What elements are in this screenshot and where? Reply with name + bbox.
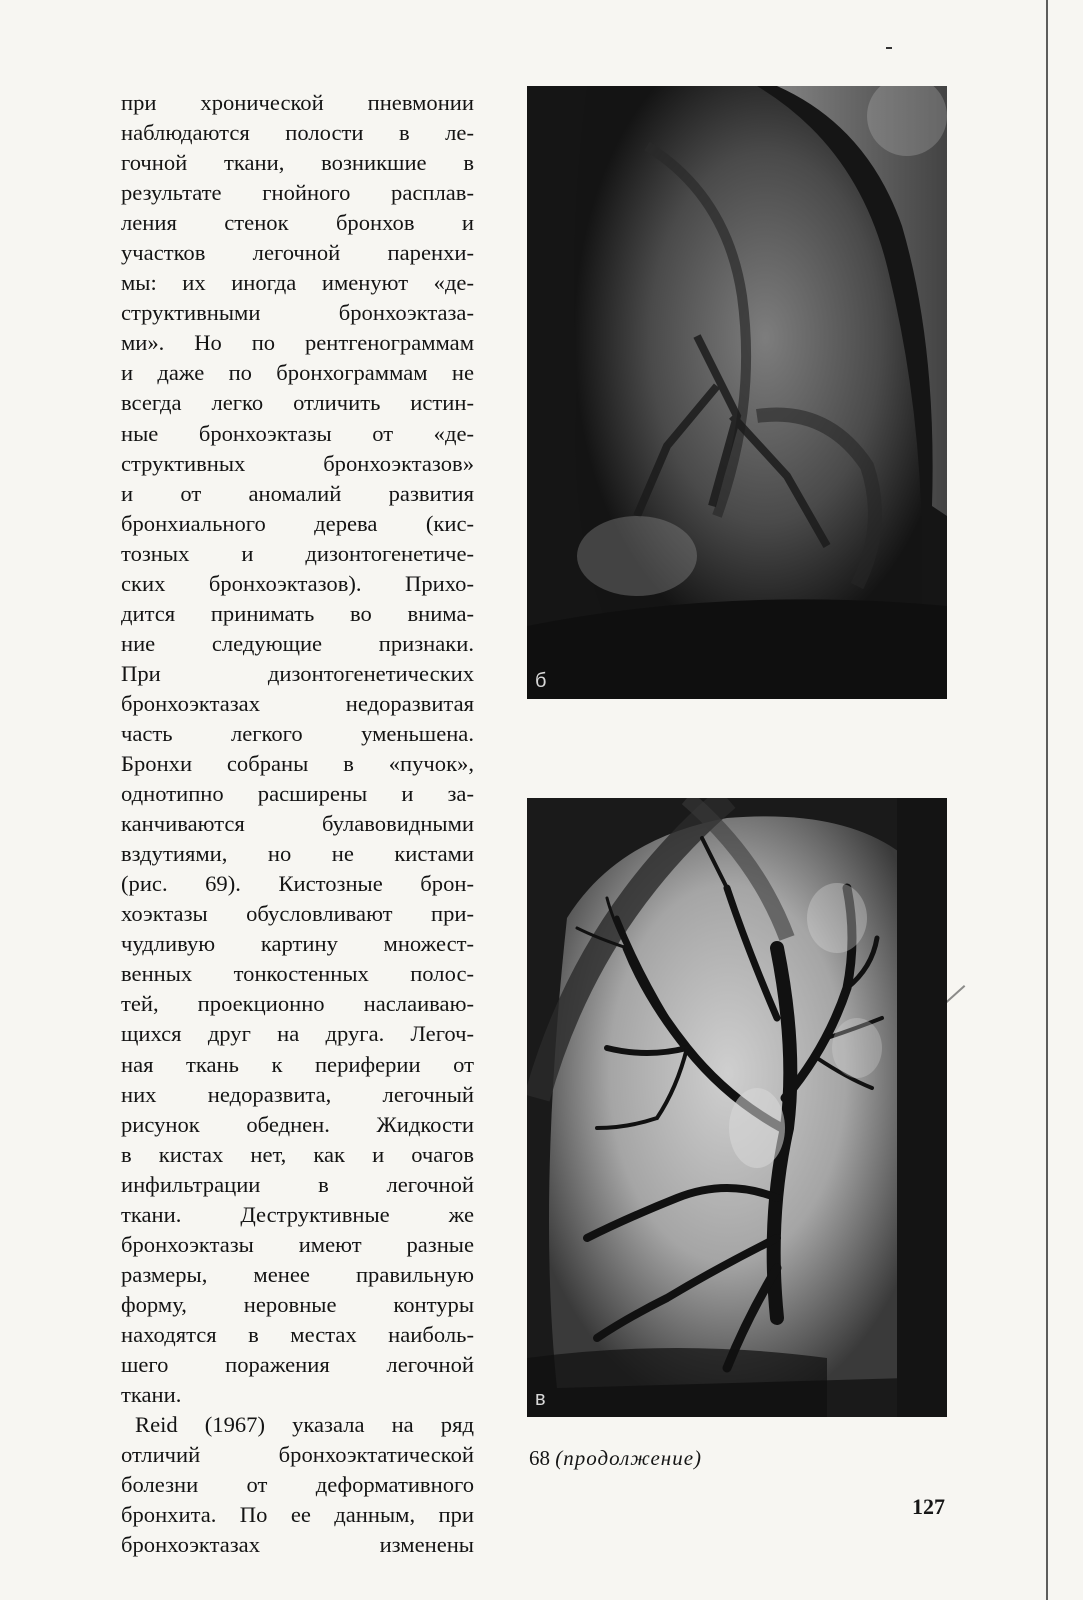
text-line: бронхиального дерева (кис-: [121, 510, 474, 536]
text-line: ских бронхоэктазов). Прихо-: [121, 570, 474, 596]
text-line: бронхоэктазах изменены: [121, 1532, 474, 1558]
radiograph-figure-b: [527, 86, 947, 699]
text-line: размеры, менее правильную: [121, 1261, 474, 1287]
text-line: канчиваются булавовидными: [121, 811, 474, 837]
text-line: инфильтрации в легочной: [121, 1171, 474, 1197]
text-line: ткани. Деструктивные же: [121, 1201, 474, 1227]
text-line: бронхита. По ее данным, при: [121, 1502, 474, 1528]
text-line: участков легочной паренхи-: [121, 240, 474, 266]
text-line: ления стенок бронхов и: [121, 210, 474, 236]
figure-b-letter: б: [535, 670, 547, 692]
text-line: структивными бронхоэктаза-: [121, 300, 474, 326]
figure-number: 68: [529, 1446, 550, 1470]
text-line: хоэктазы обусловливают при-: [121, 901, 474, 927]
radiograph-b-image: [527, 86, 947, 699]
text-line: них недоразвита, легочный: [121, 1081, 474, 1107]
paragraph-1: [121, 88, 474, 1410]
figure-v-letter: в: [535, 1388, 546, 1410]
text-line: ные бронхоэктазы от «де-: [121, 420, 474, 446]
body-text-column: [121, 88, 474, 1560]
text-line: и от аномалий развития: [121, 480, 474, 506]
text-line: однотипно расширены и за-: [121, 781, 474, 807]
text-line: мы: их иногда именуют «де-: [121, 270, 474, 296]
text-line: наблюдаются полости в ле-: [121, 120, 474, 146]
paragraph-2: [121, 1410, 474, 1560]
text-line: часть легкого уменьшена.: [121, 720, 474, 746]
text-line: бронхоэктазах недоразвитая: [121, 690, 474, 716]
figure-continuation-note: (продолжение): [555, 1446, 703, 1470]
text-line: отличий бронхоэктатической: [121, 1442, 474, 1468]
text-line: щихся друг на друга. Легоч-: [121, 1021, 474, 1047]
text-line: вздутиями, но не кистами: [121, 841, 474, 867]
text-line: болезни от деформативного: [121, 1472, 474, 1498]
text-line: рисунок обеднен. Жидкости: [121, 1111, 474, 1137]
text-line: При дизонтогенетических: [121, 660, 474, 686]
text-line: гочной ткани, возникшие в: [121, 150, 474, 176]
bronchogram-v-image: [527, 798, 947, 1417]
text-line: дится принимать во внима-: [121, 600, 474, 626]
text-line: шего поражения легочной: [121, 1351, 474, 1377]
text-line: ная ткань к периферии от: [121, 1051, 474, 1077]
figure-caption: [529, 1446, 702, 1471]
text-line: чудливую картину множест-: [121, 931, 474, 957]
text-line: тозных и дизонтогенетиче-: [121, 540, 474, 566]
text-line: венных тонкостенных полос-: [121, 961, 474, 987]
text-line: форму, неровные контуры: [121, 1291, 474, 1317]
text-line: ми». Но по рентгенограммам: [121, 330, 474, 356]
text-line: ние следующие признаки.: [121, 630, 474, 656]
text-line: ткани.: [121, 1382, 182, 1408]
text-line: результате гнойного расплав-: [121, 180, 474, 206]
text-line: всегда легко отличить истин-: [121, 390, 474, 416]
text-line: находятся в местах наиболь-: [121, 1321, 474, 1347]
text-line: Reid (1967) указала на ряд: [135, 1412, 474, 1438]
text-line: в кистах нет, как и очагов: [121, 1141, 474, 1167]
bronchogram-figure-v: [527, 798, 947, 1417]
page-edge-line: [1046, 0, 1048, 1600]
page-number: 127: [912, 1494, 945, 1519]
text-line: (рис. 69). Кистозные брон-: [121, 871, 474, 897]
top-right-speck: [886, 47, 892, 49]
text-line: бронхоэктазы имеют разные: [121, 1231, 474, 1257]
text-line: и даже по бронхограммам не: [121, 360, 474, 386]
text-line: структивных бронхоэктазов»: [121, 450, 474, 476]
text-line: при хронической пневмонии: [121, 90, 474, 115]
text-line: Бронхи собраны в «пучок»,: [121, 751, 474, 777]
text-line: тей, проекционно наслаиваю-: [121, 991, 474, 1017]
